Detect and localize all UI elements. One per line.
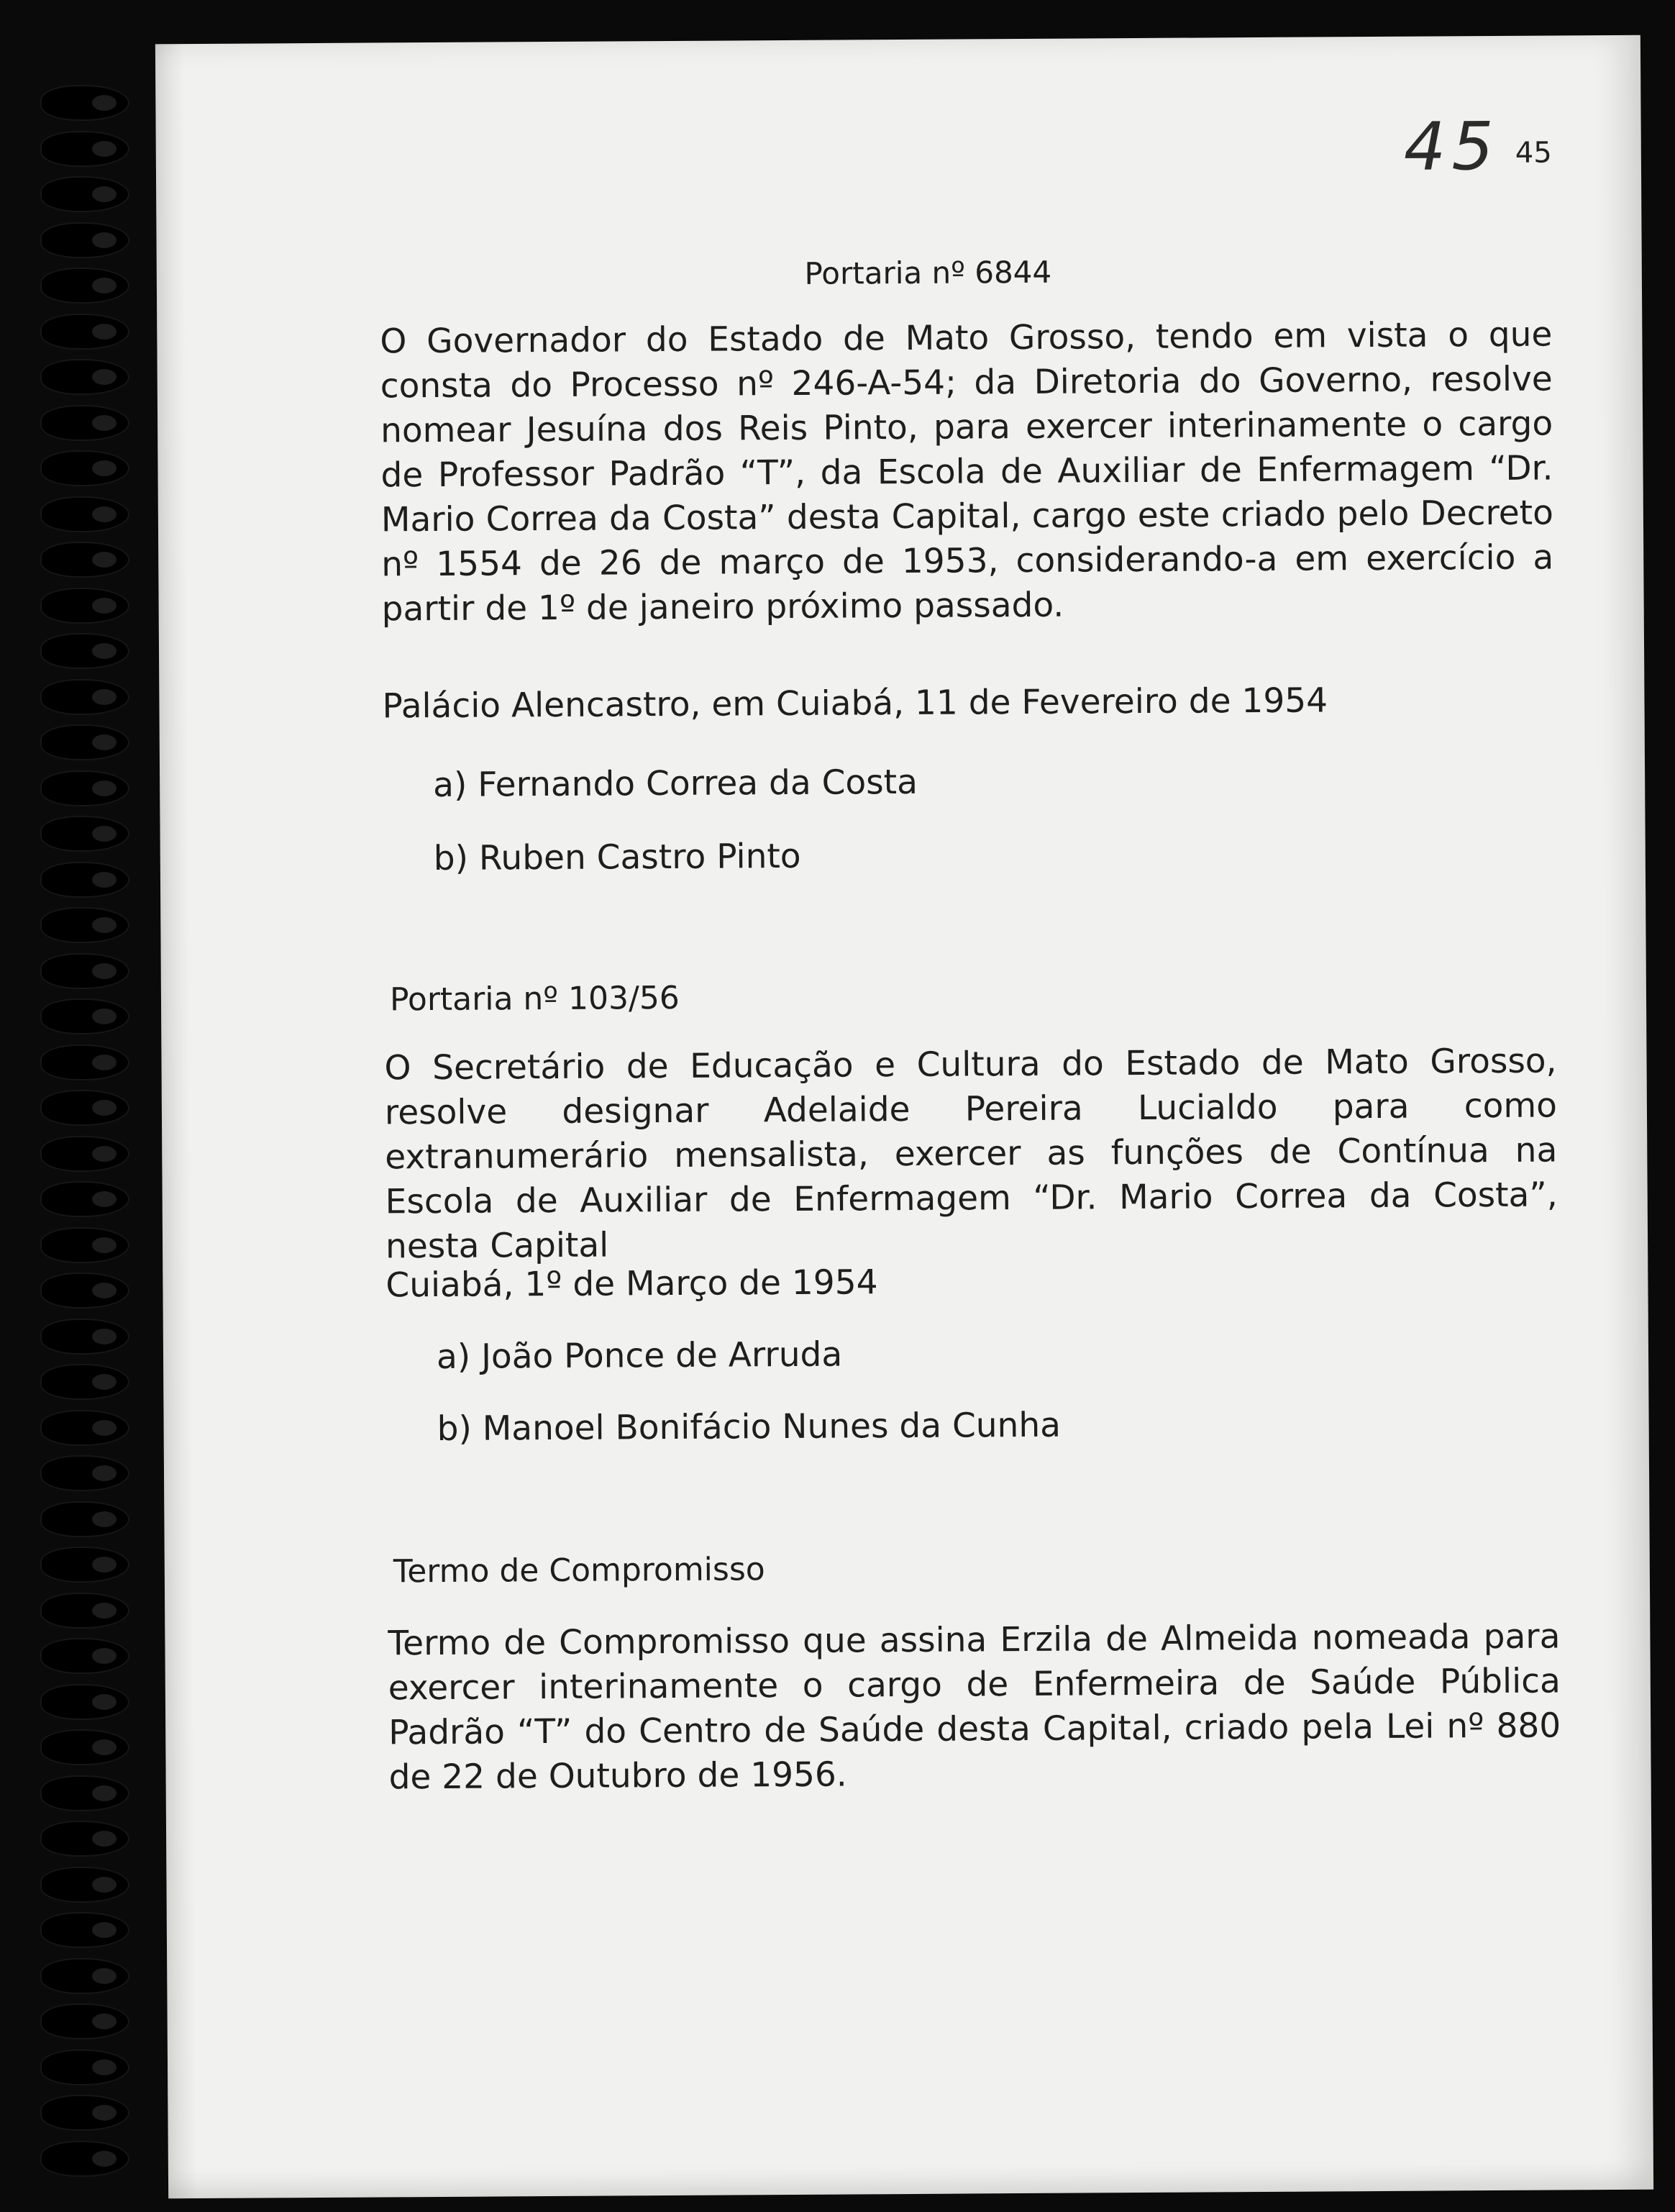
spiral-coil: [42, 2005, 128, 2038]
spiral-coil: [42, 406, 128, 440]
spiral-coil: [42, 1594, 128, 1627]
portaria-103-56-signature-b: b) Manoel Bonifácio Nunes da Cunha: [437, 1405, 1062, 1449]
spiral-coil: [42, 589, 128, 622]
spiral-coil: [42, 452, 128, 485]
spiral-coil: [42, 1457, 128, 1490]
spiral-coil: [42, 772, 128, 805]
spiral-coil: [42, 1274, 128, 1307]
document-page: [155, 35, 1653, 2199]
spiral-coil: [42, 1913, 128, 1947]
spiral-coil: [42, 1639, 128, 1672]
spiral-coil: [42, 1365, 128, 1398]
spiral-coil: [42, 1229, 128, 1262]
spiral-coil: [42, 1960, 128, 1993]
spiral-coil: [42, 1000, 128, 1033]
spiral-coil: [42, 178, 128, 211]
spiral-coil: [42, 1503, 128, 1536]
spiral-coil: [42, 1548, 128, 1581]
spiral-coil: [42, 1411, 128, 1444]
spiral-coil: [42, 634, 128, 668]
portaria-103-56-title: Portaria nº 103/56: [389, 979, 680, 1019]
portaria-103-56-signature-a: a) João Ponce de Arruda: [436, 1334, 843, 1377]
spiral-coil: [42, 224, 128, 257]
portaria-6844-body: O Governador do Estado de Mato Grosso, tendo em vista o que consta do Processo nº 246-A-54; da Diretoria do Governo, resolve nomear Jesuína dos Reis Pinto, para exercer interinamente o cargo de Professor Padrão “T”, da Escola de Auxiliar de Enfermagem “Dr. Mario Correa da Costa” desta Capital, cargo este criado pelo Decreto nº 1554 de 26 de março de 1953, considerando-a em exercício a partir de 1º de janeiro próximo passado.: [380, 314, 1554, 629]
portaria-103-56-place-date: Cuiabá, 1º de Março de 1954: [385, 1262, 878, 1306]
spiral-coil: [42, 817, 128, 850]
spiral-coil: [42, 2051, 128, 2084]
spiral-coil: [42, 269, 128, 302]
spiral-coil: [42, 1685, 128, 1719]
spiral-coil: [42, 726, 128, 759]
spiral-coil: [42, 1137, 128, 1170]
portaria-6844-place-date: Palácio Alencastro, em Cuiabá, 11 de Fevereiro de 1954: [382, 681, 1328, 727]
spiral-coil: [42, 1320, 128, 1353]
spiral-coil: [42, 1868, 128, 1901]
spiral-coil: [42, 2096, 128, 2129]
printed-page-number: 45: [1515, 136, 1552, 170]
portaria-6844-title: Portaria nº 6844: [804, 254, 1052, 291]
spiral-coil: [42, 1091, 128, 1124]
handwritten-page-number: 45: [1403, 107, 1500, 186]
termo-compromisso-body: Termo de Compromisso que assina Erzila de Almeida nomeada para exercer interinamente o cargo de Enfermeira de Saúde Pública Padrão “T” do Centro de Saúde desta Capital, criado pela Lei nº 880 de 22 de Outubro de 1956.: [388, 1616, 1561, 1798]
portaria-6844-signature-b: b) Ruben Castro Pinto: [433, 836, 801, 878]
spiral-coil: [42, 132, 128, 165]
page-content: [155, 35, 1653, 2199]
spiral-coil: [42, 909, 128, 942]
spiral-coil: [42, 863, 128, 896]
spiral-coil: [42, 360, 128, 393]
spiral-coil: [42, 86, 128, 119]
portaria-103-56-body: O Secretário de Educação e Cultura do Estado de Mato Grosso, resolve designar Adelaide Pereira Lucialdo para como extranumerário mensalista, exercer as funções de Contínua na Escola de Auxiliar de Enfermagem “Dr. Mario Correa da Costa”, nesta Capital: [384, 1041, 1558, 1267]
spiral-coil: [42, 543, 128, 576]
spiral-coil: [42, 498, 128, 531]
spiral-coil: [42, 1046, 128, 1079]
spiral-coil: [42, 2142, 128, 2175]
spiral-coil: [42, 315, 128, 348]
spiral-coil: [42, 1822, 128, 1855]
portaria-6844-signature-a: a) Fernando Correa da Costa: [433, 762, 918, 805]
spiral-coil: [42, 681, 128, 714]
spiral-binding: [0, 0, 173, 2212]
spiral-coil: [42, 1183, 128, 1216]
spiral-coil: [42, 955, 128, 988]
spiral-coil: [42, 1731, 128, 1764]
spiral-coil: [42, 1777, 128, 1810]
termo-compromisso-title: Termo de Compromisso: [393, 1551, 765, 1590]
